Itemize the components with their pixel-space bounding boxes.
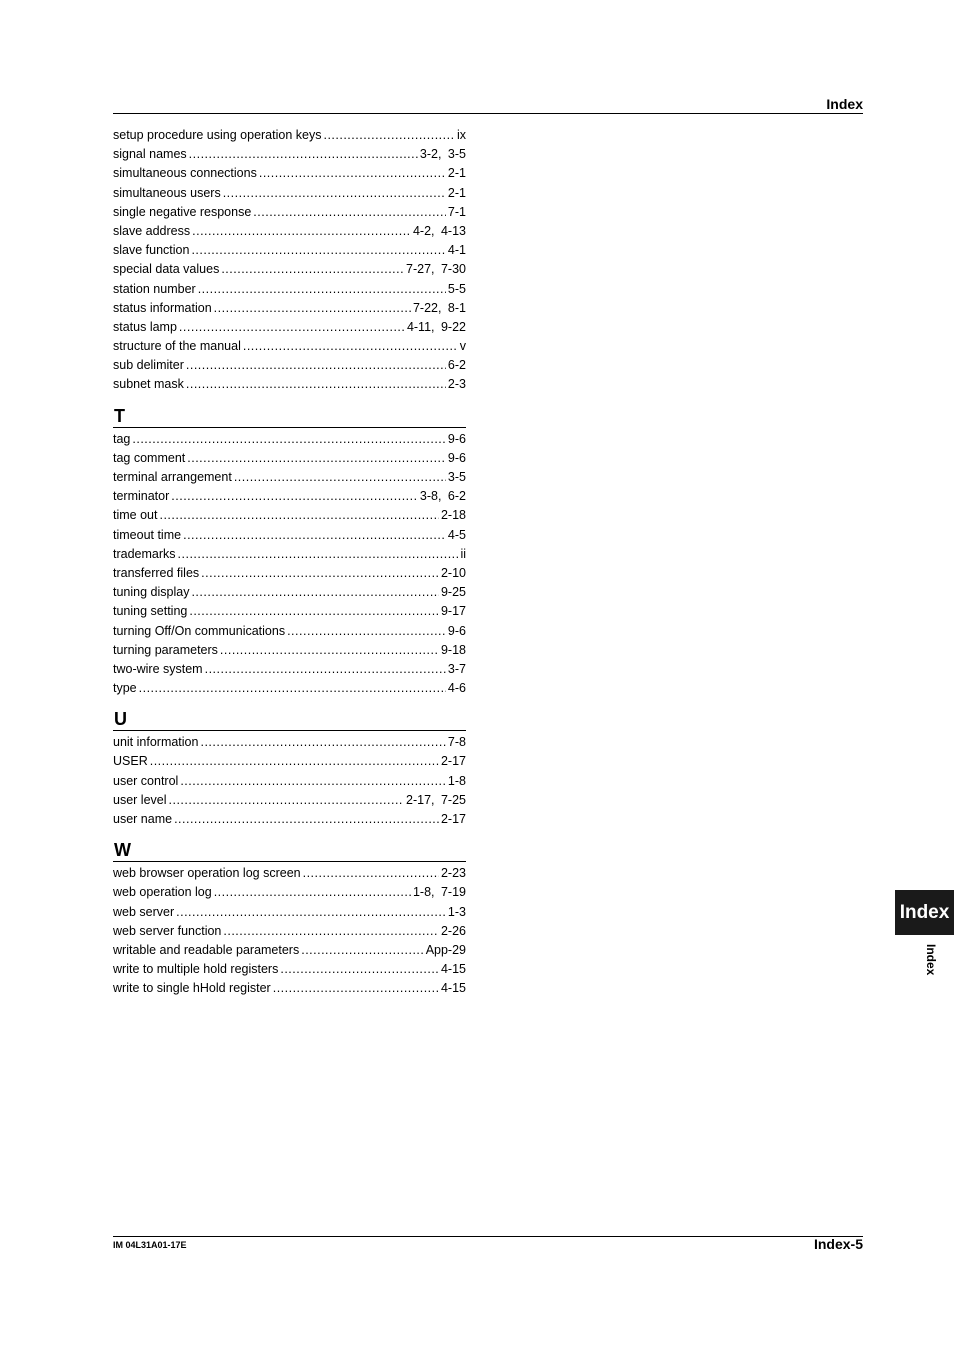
section-letter-heading: U (113, 708, 466, 731)
dot-leader (280, 960, 439, 979)
index-entry (113, 337, 466, 356)
index-page-ref: 1-3 (447, 904, 466, 919)
dot-leader (189, 602, 439, 621)
dot-leader (205, 660, 446, 679)
index-page-ref: 1-8, 7-19 (412, 885, 466, 900)
index-entry (113, 791, 466, 810)
index-entry (113, 903, 466, 922)
index-page-ref: 9-18 (440, 642, 466, 657)
dot-leader (223, 184, 446, 203)
index-entry (113, 922, 466, 941)
index-term: trademarks (113, 546, 176, 561)
index-entry (113, 864, 466, 883)
index-entry (113, 960, 466, 979)
index-entry (113, 810, 466, 829)
index-entry (113, 203, 466, 222)
dot-leader (183, 526, 446, 545)
index-entry (113, 602, 466, 621)
dot-leader (176, 903, 446, 922)
dot-leader (221, 260, 404, 279)
index-term: writable and readable parameters (113, 942, 300, 957)
dot-leader (180, 772, 446, 791)
index-entry (113, 941, 466, 960)
index-block-s (113, 126, 466, 395)
index-page-ref: ii (460, 546, 466, 561)
section-letter-heading: W (113, 839, 466, 862)
index-term: terminal arrangement (113, 470, 232, 484)
index-term: terminator (113, 489, 170, 504)
index-term: transferred files (113, 565, 200, 580)
index-entry (113, 449, 466, 468)
section-letter-heading: T (113, 405, 466, 428)
index-term: time out (113, 508, 158, 523)
index-entry (113, 241, 466, 260)
index-page-ref: 4-15 (440, 981, 466, 996)
index-page-ref: 4-2, 4-13 (412, 223, 466, 238)
index-entry (113, 752, 466, 771)
index-entry (113, 145, 466, 164)
dot-leader (253, 203, 446, 222)
index-side-tab[interactable]: Index (895, 890, 954, 935)
index-entry (113, 733, 466, 752)
dot-leader (178, 545, 459, 564)
index-entry (113, 375, 466, 394)
index-page-ref: 9-6 (447, 431, 466, 446)
index-term: web browser operation log screen (113, 866, 301, 881)
index-page-ref: 2-3 (447, 377, 466, 392)
index-term: simultaneous connections (113, 166, 257, 181)
index-term: sub delimiter (113, 358, 184, 373)
index-page-ref: 9-25 (440, 585, 466, 600)
index-entry (113, 356, 466, 375)
page-header-title: Index (826, 96, 863, 112)
index-entry (113, 126, 466, 145)
page-number: Index-5 (813, 1236, 863, 1252)
dot-leader (323, 126, 455, 145)
dot-leader (303, 864, 439, 883)
index-page-ref: 2-17 (440, 754, 466, 769)
document-number: IM 04L31A01-17E (113, 1240, 187, 1250)
dot-leader (186, 375, 446, 394)
dot-leader (214, 299, 411, 318)
dot-leader (179, 318, 405, 337)
index-entry (113, 260, 466, 279)
dot-leader (198, 280, 446, 299)
index-entry (113, 318, 466, 337)
index-entry (113, 641, 466, 660)
index-section (113, 405, 466, 699)
index-term: status information (113, 300, 212, 315)
dot-leader (234, 468, 446, 487)
index-term: write to multiple hold registers (113, 962, 279, 977)
dot-leader (273, 979, 439, 998)
index-page-ref: 4-5 (447, 527, 466, 542)
dot-leader (132, 430, 446, 449)
index-entry (113, 583, 466, 602)
index-entry (113, 979, 466, 998)
index-entry (113, 622, 466, 641)
index-entry (113, 679, 466, 698)
index-entry (113, 564, 466, 583)
index-term: status lamp (113, 319, 177, 334)
dot-leader (192, 222, 411, 241)
index-term: USER (113, 754, 148, 769)
dot-leader (200, 733, 445, 752)
index-section (113, 708, 466, 829)
dot-leader (169, 791, 405, 810)
index-entry (113, 506, 466, 525)
index-page-ref: ix (456, 128, 466, 142)
dot-leader (223, 922, 439, 941)
index-entry (113, 526, 466, 545)
header-rule (113, 113, 863, 114)
index-term: write to single hHold register (113, 981, 271, 996)
index-term: subnet mask (113, 377, 184, 392)
index-page-ref: 9-6 (447, 623, 466, 638)
index-page-ref: 2-10 (440, 565, 466, 580)
dot-leader (159, 506, 439, 525)
dot-leader (287, 622, 446, 641)
index-page-ref: 6-2 (447, 358, 466, 373)
index-entry (113, 660, 466, 679)
index-term: tag (113, 431, 131, 446)
index-term: signal names (113, 147, 187, 162)
index-term: user name (113, 812, 173, 826)
index-entry (113, 280, 466, 299)
index-term: type (113, 681, 137, 696)
dot-leader (150, 752, 439, 771)
index-page-ref: 4-6 (447, 681, 466, 696)
dot-leader (186, 356, 446, 375)
dot-leader (259, 164, 446, 183)
index-term: turning Off/On communications (113, 623, 286, 638)
index-term: web server function (113, 923, 222, 938)
index-term: simultaneous users (113, 185, 221, 200)
index-term: station number (113, 281, 196, 296)
index-entry (113, 222, 466, 241)
index-column (113, 126, 466, 999)
index-page-ref: 2-17 (440, 812, 466, 826)
index-page-ref: 3-2, 3-5 (419, 147, 466, 162)
dot-leader (174, 810, 439, 829)
index-entry (113, 883, 466, 902)
dot-leader (220, 641, 439, 660)
index-entry (113, 487, 466, 506)
index-term: structure of the manual (113, 339, 241, 354)
dot-leader (139, 679, 446, 698)
dot-leader (187, 449, 446, 468)
dot-leader (191, 241, 445, 260)
index-page-ref: 2-1 (447, 166, 466, 181)
index-page-ref: 7-1 (447, 204, 466, 219)
index-term: user control (113, 773, 179, 788)
dot-leader (214, 883, 411, 902)
index-term: web server (113, 904, 175, 919)
index-page-ref: 9-6 (447, 450, 466, 465)
index-term: turning parameters (113, 642, 218, 657)
index-term: slave address (113, 223, 191, 238)
index-page-ref: 5-5 (447, 281, 466, 296)
index-term: tuning setting (113, 604, 188, 619)
index-page-ref: 2-26 (440, 923, 466, 938)
index-entry (113, 164, 466, 183)
index-entry (113, 430, 466, 449)
index-page-ref: 4-1 (447, 243, 466, 258)
index-page-ref: 4-11, 9-22 (406, 319, 466, 334)
index-term: special data values (113, 262, 220, 277)
index-term: user level (113, 792, 167, 807)
index-entry (113, 772, 466, 791)
dot-leader (191, 583, 439, 602)
dot-leader (189, 145, 418, 164)
index-section (113, 839, 466, 998)
index-term: two-wire system (113, 661, 203, 676)
index-page-ref: 2-23 (440, 866, 466, 881)
index-page-ref: v (459, 339, 466, 354)
index-page-ref: 2-17, 7-25 (406, 792, 466, 807)
index-term: tag comment (113, 450, 186, 465)
index-page-ref: 1-8 (447, 773, 466, 788)
index-page-ref: App-29 (425, 942, 466, 957)
index-side-tab-vertical-label: Index (924, 944, 938, 976)
index-page-ref: 7-8 (447, 735, 466, 750)
index-page-ref: 7-27, 7-30 (406, 262, 466, 277)
index-term: web operation log (113, 885, 212, 900)
footer-rule (113, 1236, 863, 1237)
index-page-ref: 3-7 (447, 661, 466, 676)
dot-leader (201, 564, 439, 583)
dot-leader (301, 941, 423, 960)
index-term: unit information (113, 735, 199, 750)
dot-leader (243, 337, 458, 356)
index-entry (113, 468, 466, 487)
index-term: tuning display (113, 585, 190, 600)
index-entry (113, 545, 466, 564)
index-page-ref: 3-8, 6-2 (419, 489, 466, 504)
index-term: single negative response (113, 204, 252, 219)
dot-leader (171, 487, 418, 506)
index-term: timeout time (113, 527, 182, 542)
index-page-ref: 2-18 (440, 508, 466, 523)
index-page-ref: 3-5 (447, 470, 466, 484)
index-sections (113, 405, 466, 999)
index-page-ref: 4-15 (440, 962, 466, 977)
index-page-ref: 9-17 (440, 604, 466, 619)
index-page-ref: 7-22, 8-1 (412, 300, 466, 315)
index-entry (113, 184, 466, 203)
index-page-ref: 2-1 (447, 185, 466, 200)
index-entry (113, 299, 466, 318)
index-term: slave function (113, 243, 190, 258)
index-term: setup procedure using operation keys (113, 128, 322, 142)
